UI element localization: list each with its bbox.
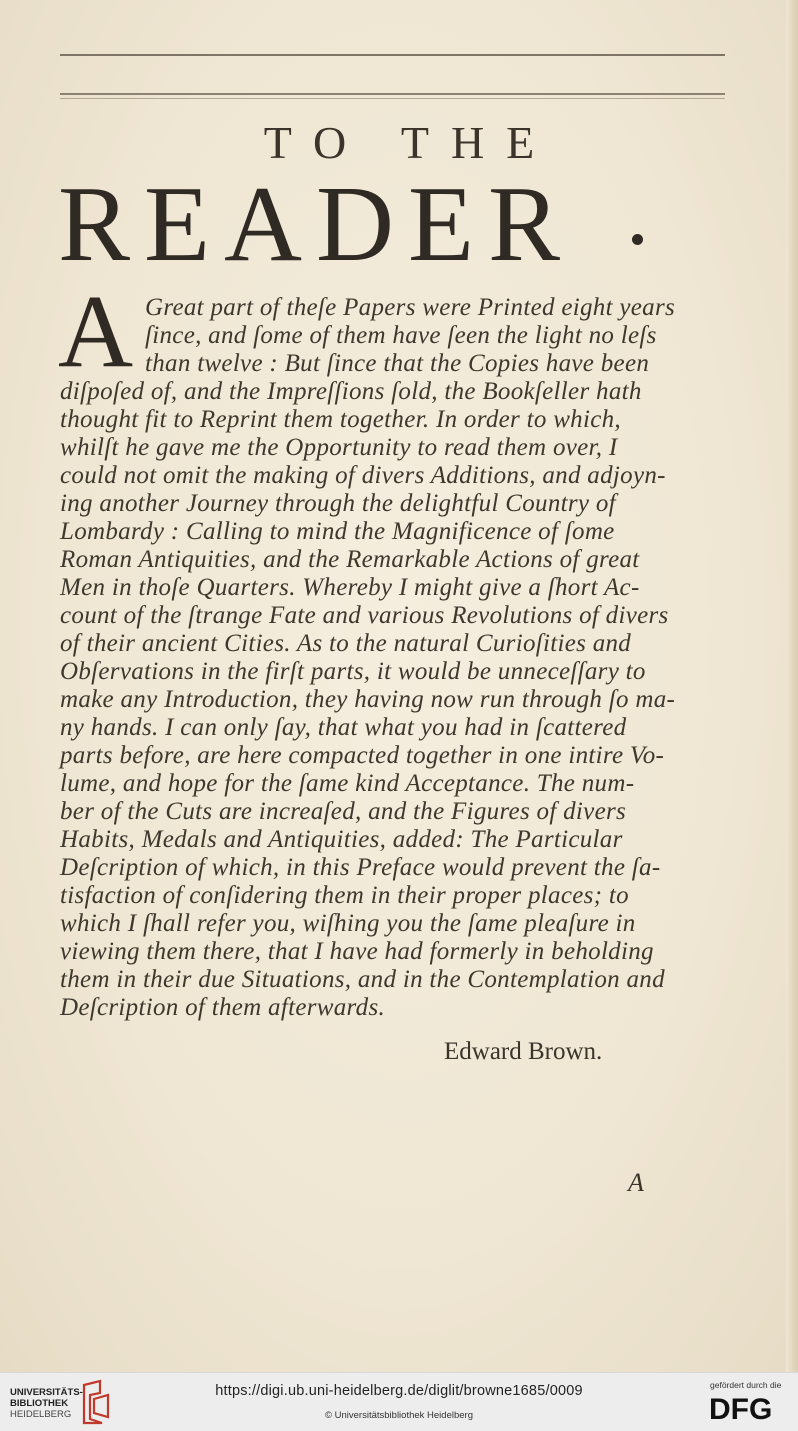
text-line: Great part of theſe Papers were Printed eight years: [145, 294, 676, 321]
drop-cap: A: [58, 274, 134, 389]
signature: Edward Brown.: [444, 1038, 603, 1065]
viewer-footer: [0, 1372, 798, 1431]
text-line: ny hands. I can only ſay, that what you had in ſcattered: [60, 714, 627, 741]
text-line: them in their due Situations, and in the Contemplation and: [60, 966, 665, 993]
text-line: thought fit to Reprint them together. In order to which,: [60, 406, 621, 433]
text-line: viewing them there, that I have had formerly in beholding: [60, 938, 654, 965]
library-name-line: UNIVERSITÄTS-: [10, 1387, 83, 1398]
text-line: tisfaction of conſidering them in their proper places; to: [60, 882, 629, 909]
dfg-logo-text: DFG: [709, 1393, 773, 1425]
text-line: diſpoſed of, and the Impreſſions ſold, the Bookſeller hath: [60, 378, 642, 405]
library-name-line: HEIDELBERG: [10, 1409, 72, 1420]
text-line: lume, and hope for the ſame kind Acceptance. The num-: [60, 770, 635, 797]
funded-by-label: gefördert durch die: [710, 1380, 782, 1390]
text-line: Men in thoſe Quarters. Whereby I might give a ſhort Ac-: [60, 574, 640, 601]
permalink-url[interactable]: https://digi.ub.uni-heidelberg.de/diglit/browne1685/0009: [215, 1383, 583, 1399]
dfg-logo-icon[interactable]: [708, 1391, 790, 1425]
text-line: which I ſhall refer you, wiſhing you the ſame pleaſure in: [60, 910, 636, 937]
text-line: make any Introduction, they having now run through ſo ma-: [60, 686, 676, 713]
text-line: count of the ſtrange Fate and various Revolutions of divers: [60, 602, 669, 629]
text-line: Habits, Medals and Antiquities, added: The Particular: [60, 826, 623, 853]
text-line: ber of the Cuts are increaſed, and the Figures of divers: [60, 798, 627, 825]
text-line: of their ancient Cities. As to the natural Curioſities and: [60, 630, 632, 657]
text-line: Deſcription of them afterwards.: [60, 994, 386, 1021]
text-line: Lombardy : Calling to mind the Magnificence of ſome: [60, 518, 615, 545]
copyright-notice: © Universitätsbibliothek Heidelberg: [325, 1410, 473, 1421]
heading-to-the: TO THE: [263, 117, 557, 168]
library-name-line: BIBLIOTHEK: [10, 1398, 69, 1409]
heading-reader: READER: [58, 165, 574, 284]
text-line: ſince, and ſome of them have ſeen the light no leſs: [145, 322, 657, 349]
text-line: Deſcription of which, in this Preface would prevent the ſa-: [60, 854, 661, 881]
text-line: parts before, are here compacted together in one intire Vo-: [60, 742, 665, 769]
text-line: Obſervations in the firſt parts, it would be unneceſſary to: [60, 658, 646, 685]
catchword: A: [628, 1168, 644, 1197]
text-line: could not omit the making of divers Additions, and adjoyn-: [60, 462, 666, 489]
text-line: whilſt he gave me the Opportunity to read them over, I: [60, 434, 618, 461]
text-line: Roman Antiquities, and the Remarkable Actions of great: [60, 546, 640, 573]
text-line: than twelve : But ſince that the Copies have been: [145, 350, 650, 377]
text-line: ing another Journey through the delightful Country of: [60, 490, 616, 517]
